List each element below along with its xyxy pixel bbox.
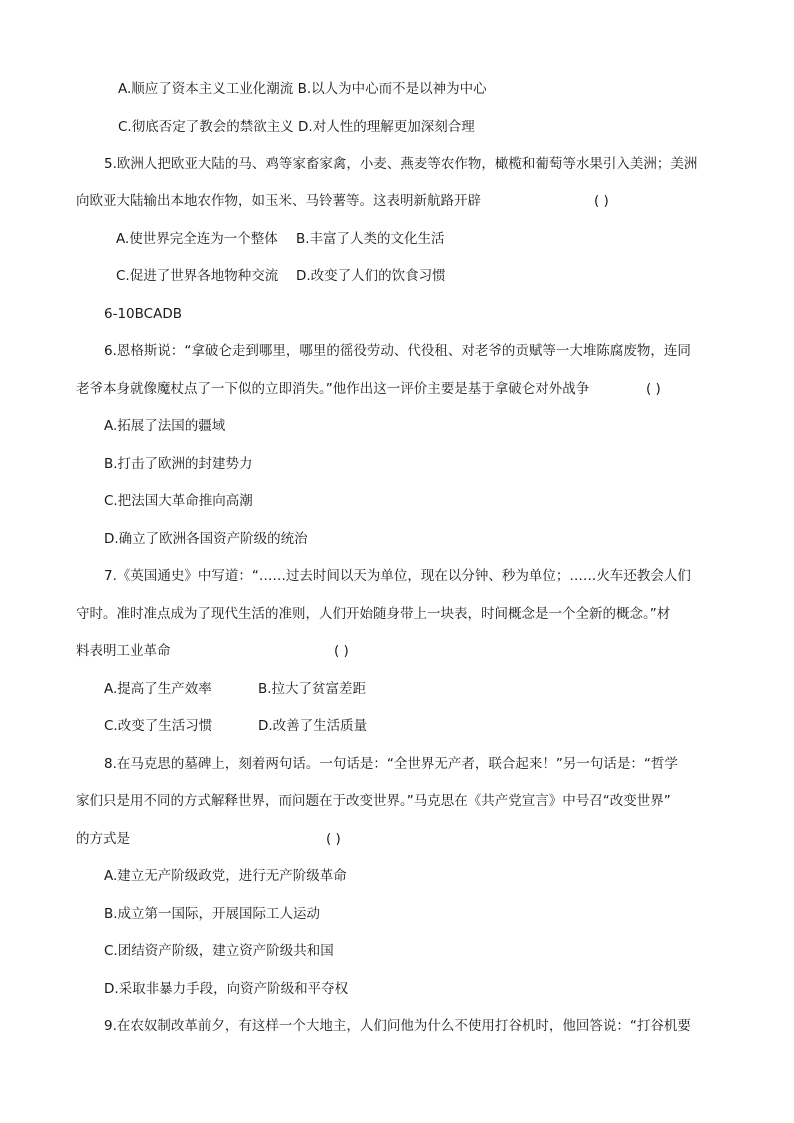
q7-option-c: C.改变了生活习惯 (104, 718, 213, 734)
q6-option-c: C.把法国大革命推向高潮 (104, 493, 253, 509)
q6-stem-line2: 老爷本身就像魔杖点了一下似的立即消失。”他作出这一评价主要是基于拿破仑对外战争 (76, 381, 590, 397)
q5-stem-line1: 5.欧洲人把欧亚大陆的马、鸡等家畜家禽，小麦、燕麦等农作物，橄榄和葡萄等水果引入美洲；美洲 (104, 156, 698, 172)
q8-answer-bracket: ( ) (326, 831, 341, 847)
q4-options-row2: C.彻底否定了教会的禁欲主义 D.对人性的理解更加深刻合理 (118, 119, 475, 135)
q5-option-c: C.促进了世界各地物种交流 (116, 268, 279, 284)
q8-stem-line3: 的方式是 (76, 831, 130, 847)
answer-key: 6-10BCADB (104, 306, 182, 322)
q8-option-c: C.团结资产阶级，建立资产阶级共和国 (104, 943, 334, 959)
q9-stem-line1: 9.在农奴制改革前夕，有这样一个大地主，人们问他为什么不使用打谷机时，他回答说：“打谷机要 (104, 1018, 691, 1034)
q5-option-d: D.改变了人们的饮食习惯 (296, 268, 446, 284)
q5-answer-bracket: ( ) (594, 193, 609, 209)
q4-options-row1: A.顺应了资本主义工业化潮流 B.以人为中心而不是以神为中心 (118, 81, 487, 97)
q6-option-a: A.拓展了法国的疆域 (104, 418, 226, 434)
q8-option-a: A.建立无产阶级政党，进行无产阶级革命 (104, 868, 347, 884)
q8-stem-line2: 家们只是用不同的方式解释世界，而问题在于改变世界。”马克思在《共产党宣言》中号召“改变世界” (76, 793, 671, 809)
q7-option-a: A.提高了生产效率 (104, 681, 212, 697)
q8-option-d: D.采取非暴力手段，向资产阶级和平夺权 (104, 981, 349, 997)
q7-option-b: B.拉大了贫富差距 (258, 681, 367, 697)
q7-stem-line2: 守时。准时准点成为了现代生活的准则，人们开始随身带上一块表，时间概念是一个全新的概念。”材 (76, 606, 671, 622)
q7-option-d: D.改善了生活质量 (258, 718, 368, 734)
q5-stem-line2: 向欧亚大陆输出本地农作物，如玉米、马铃薯等。这表明新航路开辟 (76, 193, 481, 209)
q6-answer-bracket: ( ) (646, 381, 661, 397)
q6-option-d: D.确立了欧洲各国资产阶级的统治 (104, 531, 308, 547)
q8-stem-line1: 8.在马克思的墓碑上，刻着两句话。一句话是：“全世界无产者，联合起来！”另一句话是：“哲学 (104, 756, 678, 772)
q6-option-b: B.打击了欧洲的封建势力 (104, 456, 253, 472)
q8-option-b: B.成立第一国际，开展国际工人运动 (104, 906, 321, 922)
q7-stem-line1: 7.《英国通史》中写道：“……过去时间以天为单位，现在以分钟、秒为单位；……火车还教会人们 (104, 568, 691, 584)
q7-stem-line3: 料表明工业革命 (76, 643, 171, 659)
q7-answer-bracket: ( ) (334, 643, 349, 659)
q5-option-a: A.使世界完全连为一个整体 (116, 231, 278, 247)
q5-option-b: B.丰富了人类的文化生活 (296, 231, 445, 247)
q6-stem-line1: 6.恩格斯说：“拿破仑走到哪里，哪里的徭役劳动、代役租、对老爷的贡赋等一大堆陈腐废物，连同 (104, 343, 691, 359)
